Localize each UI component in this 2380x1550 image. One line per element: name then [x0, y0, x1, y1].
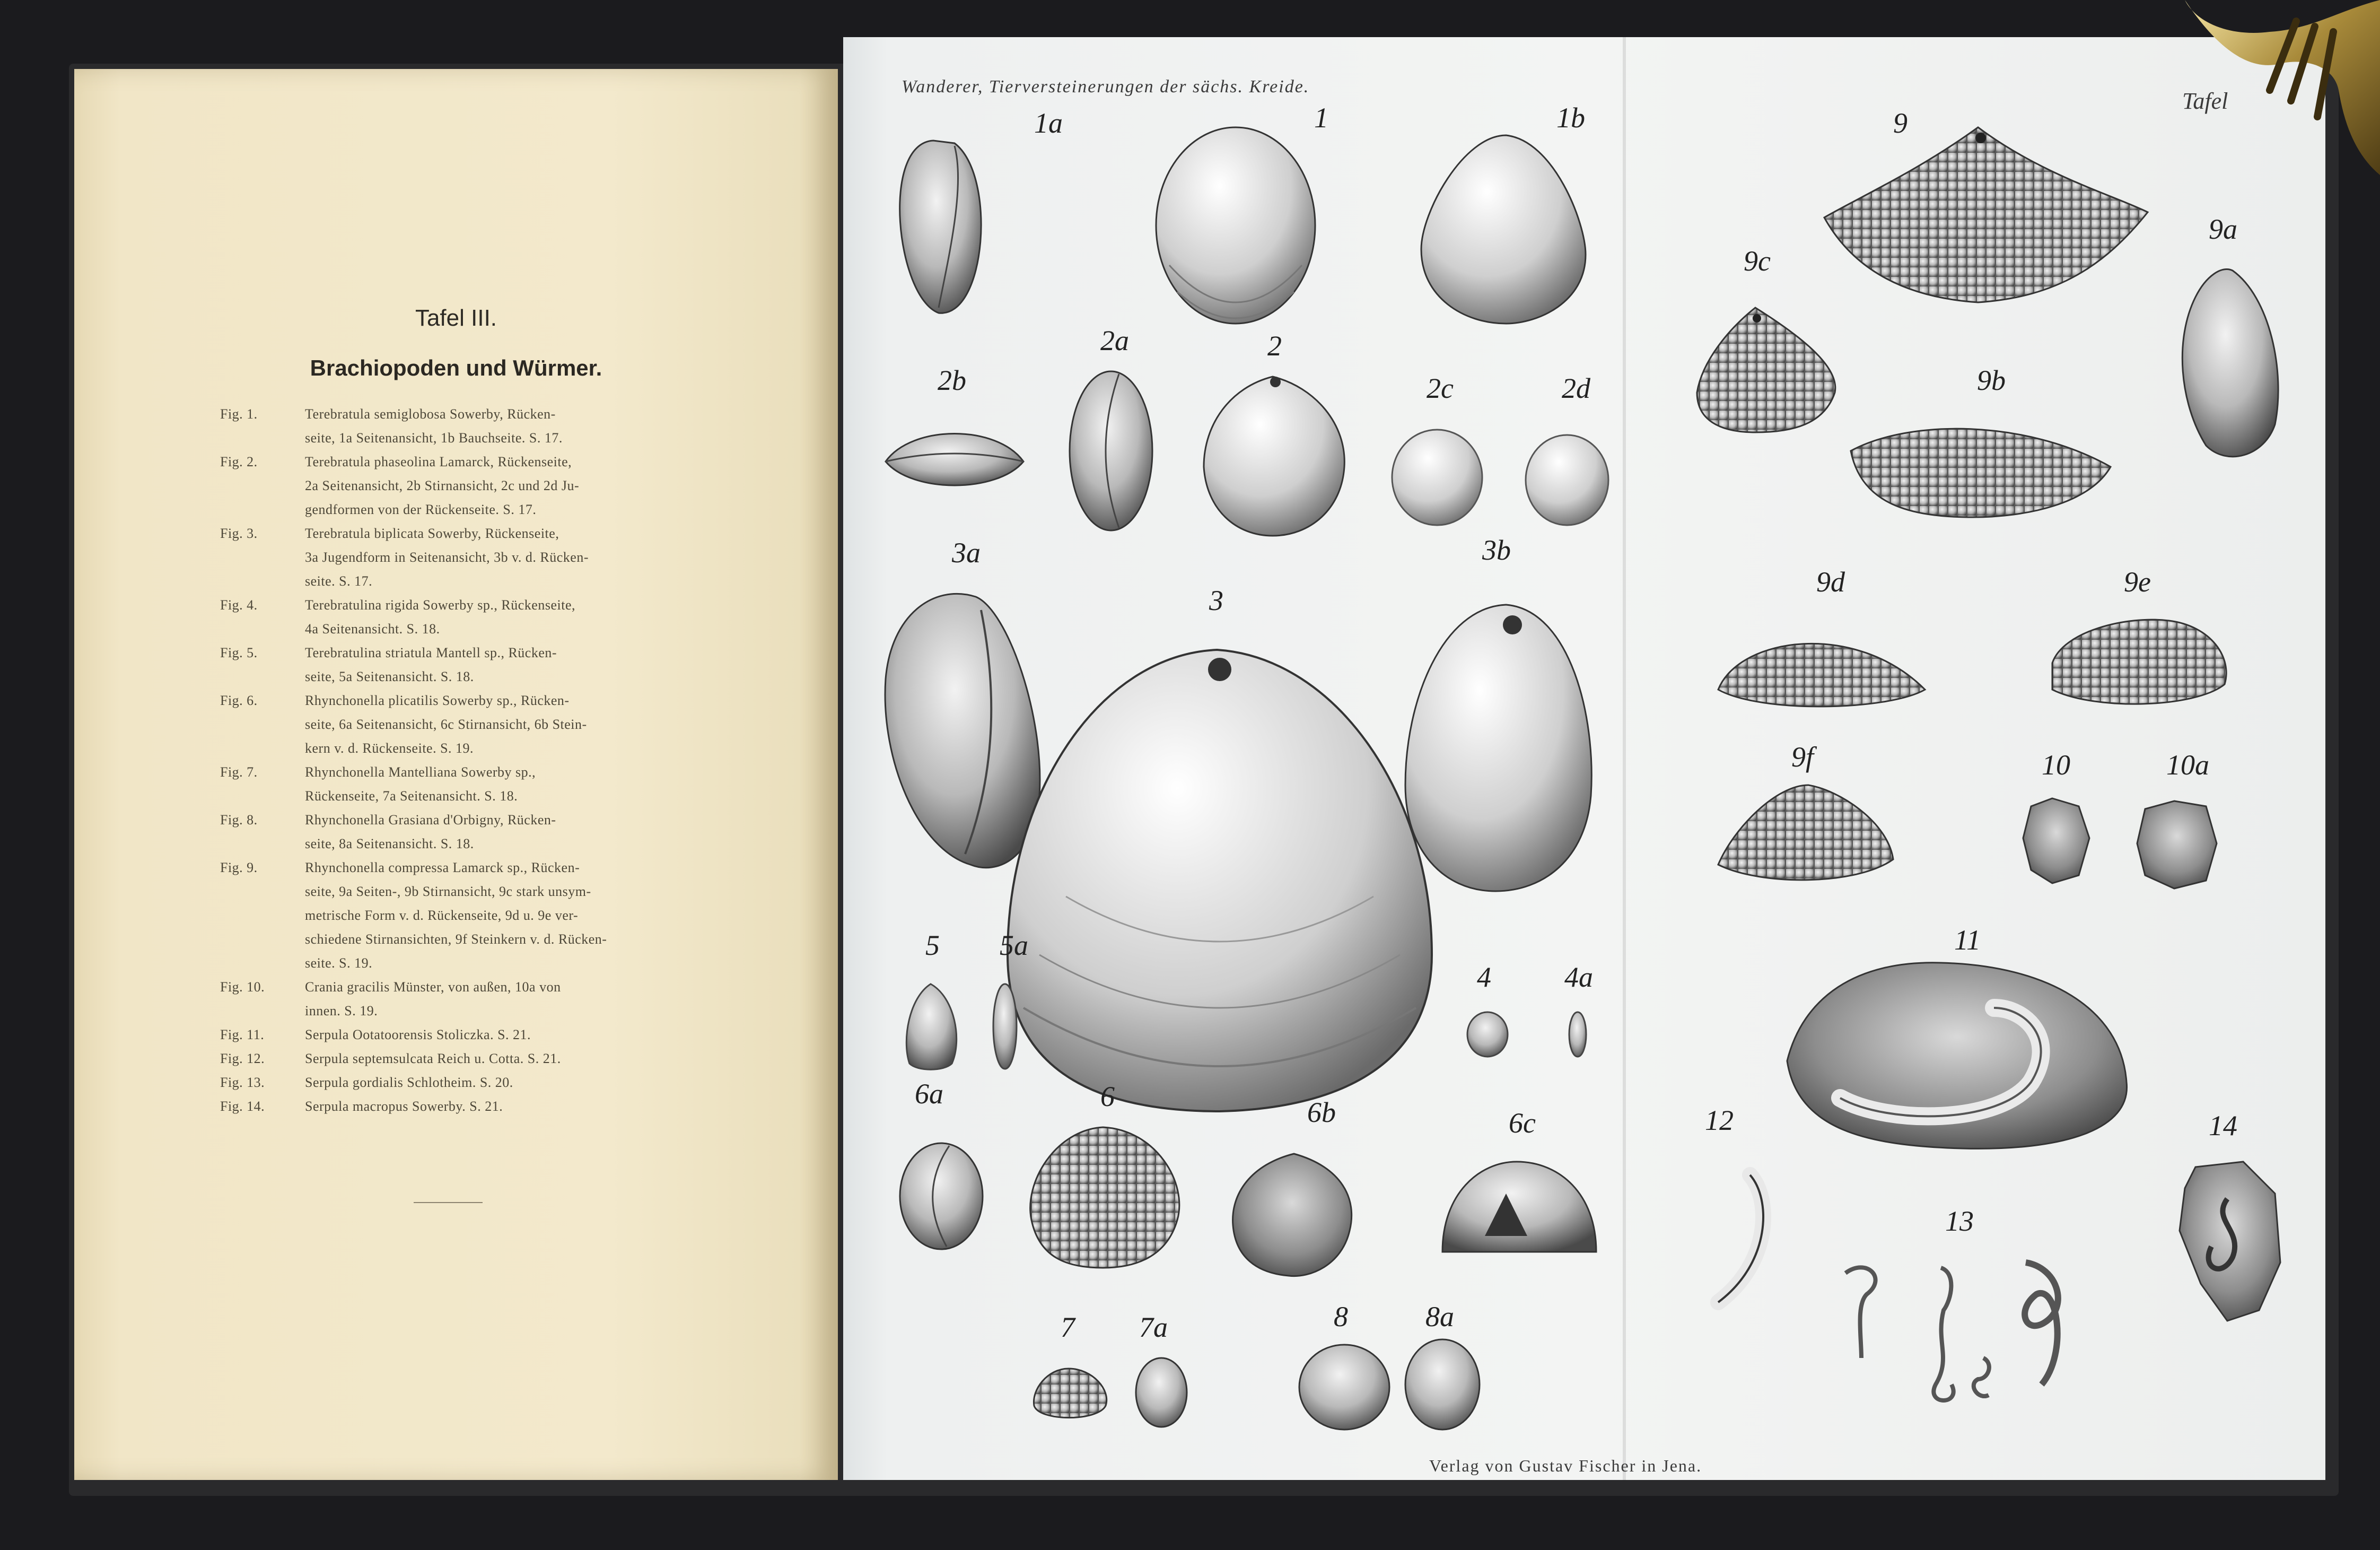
caption-fig-number: Fig. 1.	[220, 406, 258, 422]
caption-text: Terebratulina striatula Mantell sp., Rücken-	[305, 645, 557, 660]
fig-3a-shell	[885, 594, 1040, 867]
fig-8a-shell	[1405, 1339, 1480, 1430]
label-9d: 9d	[1816, 566, 1845, 598]
label-11: 11	[1954, 924, 1981, 956]
fig-9d-shell	[1718, 643, 1925, 707]
label-8: 8	[1334, 1301, 1348, 1333]
caption-text: 2a Seitenansicht, 2b Stirnansicht, 2c und 2d Ju-	[305, 478, 580, 493]
caption-fig-number: Fig. 4.	[220, 597, 258, 613]
label-1b: 1b	[1556, 102, 1585, 134]
label-10a: 10a	[2166, 749, 2209, 781]
fig-2b-shell	[886, 434, 1023, 486]
caption-text: Rhynchonella Grasiana d'Orbigny, Rücken-	[305, 812, 556, 828]
caption-text: Rhynchonella compressa Lamarck sp., Rücken-	[305, 860, 580, 875]
caption-text: Rückenseite, 7a Seitenansicht. S. 18.	[305, 788, 518, 804]
caption-text: schiedene Stirnansichten, 9f Steinkern v. d. Rücken-	[305, 931, 607, 947]
plate-index-title: Tafel III.	[415, 305, 497, 331]
fig-11-serpula-on-rock	[1787, 963, 2127, 1149]
caption-fig-number: Fig. 7.	[220, 764, 258, 780]
caption-text: Rhynchonella plicatilis Sowerby sp., Rücken-	[305, 693, 570, 708]
caption-fig-number: Fig. 9.	[220, 860, 258, 875]
label-1: 1	[1314, 102, 1328, 134]
caption-text: Serpula septemsulcata Reich u. Cotta. S. 21.	[305, 1051, 561, 1066]
caption-fig-number: Fig. 6.	[220, 693, 258, 708]
caption-text: Rhynchonella Mantelliana Sowerby sp.,	[305, 764, 536, 780]
fig-6c-shell	[1442, 1162, 1596, 1252]
caption-text: seite, 1a Seitenansicht, 1b Bauchseite. S. 17.	[305, 430, 563, 446]
fig-9e-shell	[2052, 620, 2226, 704]
caption-text: 3a Jugendform in Seitenansicht, 3b v. d. Rücken-	[305, 550, 589, 565]
caption-text: gendformen von der Rückenseite. S. 17.	[305, 502, 537, 517]
label-9e: 9e	[2124, 566, 2151, 598]
label-4a: 4a	[1564, 961, 1593, 993]
fig-2c-shell	[1392, 430, 1482, 525]
caption-fig-number: Fig. 3.	[220, 526, 258, 541]
label-9: 9	[1893, 107, 1908, 139]
fig-4-shell	[1467, 1012, 1508, 1057]
caption-fig-number: Fig. 5.	[220, 645, 258, 660]
label-4: 4	[1477, 961, 1491, 993]
label-7a: 7a	[1139, 1311, 1168, 1343]
label-2c: 2c	[1427, 372, 1454, 404]
label-2d: 2d	[1562, 372, 1590, 404]
caption-text: Serpula Ootatoorensis Stoliczka. S. 21.	[305, 1027, 531, 1042]
label-13: 13	[1945, 1205, 1974, 1237]
fig-6-shell	[1030, 1127, 1179, 1268]
caption-text: seite, 9a Seiten-, 9b Stirnansicht, 9c stark unsym-	[305, 884, 591, 899]
fig-14-serpula-on-rock	[2180, 1162, 2280, 1321]
label-5a: 5a	[1000, 929, 1028, 961]
fig-10-shell	[2023, 798, 2089, 883]
caption-fig-number: Fig. 8.	[220, 812, 258, 828]
fig-6a-shell	[900, 1143, 983, 1249]
caption-text: seite. S. 17.	[305, 573, 373, 589]
plate-number: Tafel	[2182, 88, 2228, 114]
fig-9f-shell	[1718, 785, 1893, 880]
caption-text: Terebratulina rigida Sowerby sp., Rückenseite,	[305, 597, 575, 613]
fig-8-shell	[1299, 1345, 1389, 1430]
fig-3-shell	[1008, 650, 1432, 1111]
caption-text: Serpula macropus Sowerby. S. 21.	[305, 1099, 503, 1114]
label-6a: 6a	[915, 1078, 943, 1110]
fig-1a-shell	[900, 141, 981, 313]
label-12: 12	[1705, 1104, 1734, 1136]
fig-9-shell	[1824, 127, 2148, 302]
label-8a: 8a	[1425, 1301, 1454, 1333]
label-9b: 9b	[1977, 364, 2006, 396]
fig-2-shell	[1204, 377, 1344, 536]
fig-1b-shell	[1421, 135, 1586, 324]
caption-fig-number: Fig. 13.	[220, 1075, 265, 1090]
label-14: 14	[2209, 1110, 2237, 1142]
label-7: 7	[1061, 1311, 1075, 1343]
fig-2a-shell	[1070, 371, 1152, 530]
label-6c: 6c	[1509, 1107, 1536, 1139]
label-2a: 2a	[1100, 325, 1129, 356]
fig-7a-shell	[1136, 1358, 1187, 1427]
fig-4a-shell	[1569, 1012, 1586, 1057]
label-9f: 9f	[1791, 741, 1814, 773]
label-3a: 3a	[952, 537, 981, 569]
label-3: 3	[1209, 585, 1223, 616]
label-6: 6	[1100, 1081, 1115, 1112]
fig-5-shell	[906, 984, 956, 1069]
label-2: 2	[1267, 330, 1282, 362]
label-1a: 1a	[1034, 107, 1063, 139]
fig-2d-shell	[1526, 435, 1608, 525]
caption-fig-number: Fig. 12.	[220, 1051, 265, 1066]
caption-text: innen. S. 19.	[305, 1003, 378, 1018]
fig-9c-shell	[1697, 308, 1835, 432]
caption-text: seite. S. 19.	[305, 955, 373, 971]
caption-text: metrische Form v. d. Rückenseite, 9d u. 9e ver-	[305, 908, 579, 923]
caption-fig-number: Fig. 11.	[220, 1027, 265, 1042]
fig-12-serpula	[1718, 1175, 1763, 1302]
label-6b: 6b	[1307, 1096, 1336, 1128]
fig-9a-shell	[2182, 269, 2278, 456]
plate-index-subtitle: Brachiopoden und Würmer.	[310, 355, 602, 380]
label-2b: 2b	[938, 364, 966, 396]
caption-text: 4a Seitenansicht. S. 18.	[305, 621, 440, 637]
label-10: 10	[2042, 749, 2070, 781]
publisher-imprint: Verlag von Gustav Fischer in Jena.	[1429, 1456, 1702, 1475]
caption-text: Terebratula phaseolina Lamarck, Rückenseite,	[305, 454, 572, 469]
fig-3b-shell	[1405, 605, 1591, 891]
caption-text: kern v. d. Rückenseite. S. 19.	[305, 741, 474, 756]
fig-13-serpula	[1845, 1262, 2058, 1400]
caption-text: Terebratula biplicata Sowerby, Rückenseite,	[305, 526, 559, 541]
fig-9b-shell	[1851, 429, 2111, 517]
fig-10a-shell	[2137, 801, 2217, 889]
caption-text: Terebratula semiglobosa Sowerby, Rücken-	[305, 406, 556, 422]
label-3b: 3b	[1482, 534, 1511, 566]
fig-1-shell	[1156, 127, 1315, 324]
brass-clip-ornament	[2164, 0, 2380, 175]
plate-header: Wanderer, Tierversteinerungen der sächs. Kreide.	[902, 77, 1310, 97]
label-9a: 9a	[2209, 213, 2237, 245]
caption-text: seite, 8a Seitenansicht. S. 18.	[305, 836, 474, 851]
fig-7-shell	[1034, 1369, 1106, 1418]
caption-fig-number: Fig. 14.	[220, 1099, 265, 1114]
caption-text: Serpula gordialis Schlotheim. S. 20.	[305, 1075, 513, 1090]
caption-fig-number: Fig. 10.	[220, 979, 265, 995]
caption-text: seite, 6a Seitenansicht, 6c Stirnansicht, 6b Stein-	[305, 717, 587, 732]
fig-5a-shell	[993, 984, 1017, 1069]
label-5: 5	[925, 929, 940, 961]
caption-fig-number: Fig. 2.	[220, 454, 258, 469]
fig-6b-shell	[1233, 1154, 1352, 1276]
caption-text: seite, 5a Seitenansicht. S. 18.	[305, 669, 474, 684]
label-9c: 9c	[1744, 245, 1771, 277]
caption-text: Crania gracilis Münster, von außen, 10a von	[305, 979, 561, 995]
